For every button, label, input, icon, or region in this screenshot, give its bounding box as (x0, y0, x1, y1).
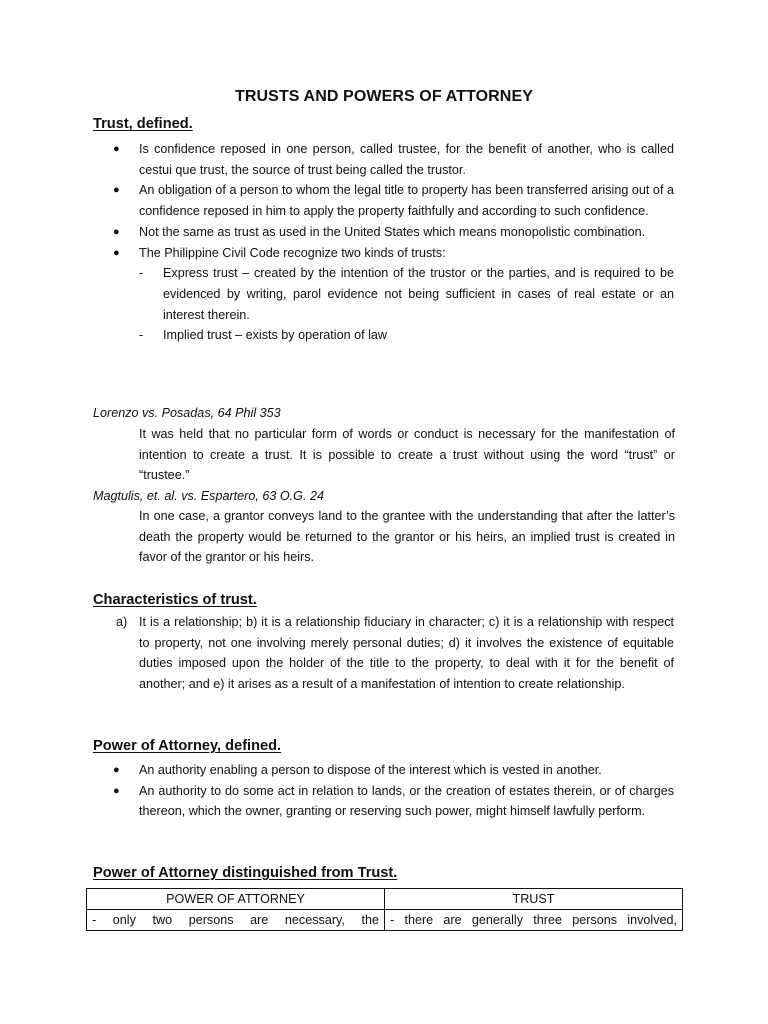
list-item: ● The Philippine Civil Code recognize two kinds of trusts: - Express trust – created by the intention of the trustor or the parties, and is required to be evidenced by writing, parol evidence not being sufficient in cases of real estate or an interest therein. - Implied trust – exists by operation of law (112, 243, 674, 347)
list-item: ● Is confidence reposed in one person, called trustee, for the benefit of another, who is called cestui que trust, the source of trust being called the trustor. (112, 139, 674, 180)
trust-kinds-list (139, 263, 674, 346)
comparison-table (86, 888, 683, 931)
bullet-icon: ● (113, 784, 120, 797)
poa-definition-list (112, 760, 674, 822)
bullet-icon: ● (113, 225, 120, 238)
characteristics-item (116, 612, 674, 695)
table-cell: - only two persons are necessary, the (87, 910, 385, 931)
characteristics-text: It is a relationship; b) it is a relationship fiduciary in character; c) it is a relationship with respect to property, not one involving merely personal duties; d) it involves the existence of equitable duties imposed upon the holder of the title to the property, to deal with it for the benefit of another; and e) it arises as a result of a manifestation of intention to create relationship. (139, 615, 674, 692)
list-item: ● An authority enabling a person to dispose of the interest which is vested in another. (112, 760, 674, 781)
dash-icon: - (139, 266, 144, 281)
table-header-row (87, 889, 683, 910)
heading-characteristics: Characteristics of trust. (93, 592, 257, 608)
list-item: - Implied trust – exists by operation of law (139, 325, 674, 346)
list-item: ● Not the same as trust as used in the United States which means monopolistic combination. (112, 222, 674, 243)
list-marker: a) (116, 615, 128, 629)
heading-poa-defined: Power of Attorney, defined. (93, 738, 282, 754)
bullet-icon: ● (113, 246, 120, 259)
case-citation: Lorenzo vs. Posadas, 64 Phil 353 (93, 406, 281, 420)
heading-trust-defined: Trust, defined. (93, 116, 193, 132)
bullet-icon: ● (113, 764, 120, 776)
column-header: TRUST (385, 889, 683, 910)
trust-definition-list (112, 139, 674, 346)
list-item: ● An obligation of a person to whom the legal title to property has been transferred arising out of a confidence reposed in him to apply the property faithfully and according to such confidence. (112, 180, 674, 221)
column-header: POWER OF ATTORNEY (87, 889, 385, 910)
table-row (87, 910, 683, 931)
document-title: TRUSTS AND POWERS OF ATTORNEY (234, 88, 534, 105)
bullet-icon: ● (113, 143, 120, 155)
case-citation: Magtulis, et. al. vs. Espartero, 63 O.G. 24 (93, 489, 324, 503)
list-item: ● An authority to do some act in relation to lands, or the creation of estates therein, or of charges thereon, which the owner, granting or reserving such power, might himself lawfully perform. (112, 781, 674, 822)
dash-icon: - (139, 328, 144, 343)
list-item: - Express trust – created by the intention of the trustor or the parties, and is required to be evidenced by writing, parol evidence not being sufficient in cases of real estate or an interest therein. (139, 263, 674, 325)
case-text: It was held that no particular form of words or conduct is necessary for the manifestation of intention to create a trust. It is possible to create a trust without using the word “trust” or “trustee.” (139, 427, 675, 483)
bullet-icon: ● (113, 184, 120, 197)
table-cell: - there are generally three persons involved, (385, 910, 683, 931)
case-text: In one case, a grantor conveys land to the grantee with the understanding that after the latter’s death the property would be returned to the grantor or his heirs, an implied trust is created in favor of the grantor or his heirs. (139, 509, 675, 565)
heading-distinguished: Power of Attorney distinguished from Trust. (93, 865, 398, 881)
